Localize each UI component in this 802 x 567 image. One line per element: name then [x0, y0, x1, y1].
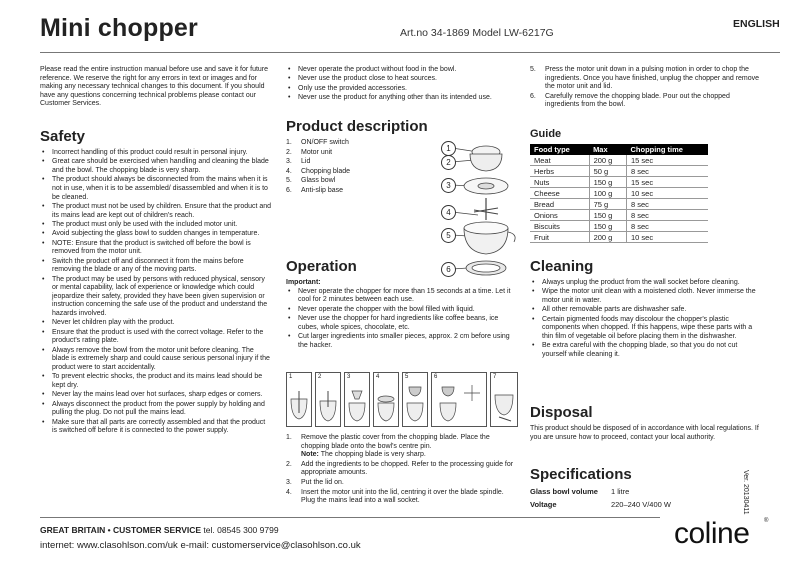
step-note-label: Note:: [301, 451, 319, 459]
callout-1: 1: [441, 141, 456, 156]
cleaning-section: [530, 258, 762, 360]
step-image-5: [402, 372, 428, 427]
operation-step: [286, 460, 518, 478]
safety-item: • The product must only be used with the included motor unit.: [52, 221, 272, 230]
guide-row: [530, 155, 708, 166]
intro-text: Please read the entire instruction manual before use and save it for future reference. We reserve the right for any errors in text or images and for making any necessary technical changes to this document. If you should have any questions concerning technical problems please contact our Customer Services.: [40, 66, 269, 108]
version-label: Ver. 20130411: [742, 470, 749, 515]
general-safety-list: [286, 66, 518, 103]
guide-cell: Nuts: [530, 177, 589, 188]
part-number: 5.: [286, 177, 292, 185]
page-title: Mini chopper: [40, 14, 198, 42]
step-text: Remove the plastic cover from the chopping blade. Place the chopping blade onto the bowl's centre pin.: [301, 434, 490, 450]
step-image-label: 1: [289, 374, 293, 380]
operation-step: [286, 488, 518, 506]
guide-cell: Fruit: [530, 232, 589, 243]
guide-cell: 50 g: [589, 166, 626, 177]
footer-divider: [40, 517, 660, 518]
step-image-label: 4: [376, 374, 380, 380]
step-text: Add the ingredients to be chopped. Refer to the processing guide for appropriate amounts.: [301, 460, 514, 477]
header-divider: [40, 52, 780, 53]
guide-cell: Herbs: [530, 166, 589, 177]
steps-1-4: [286, 434, 518, 507]
safety-item: • Never use the product close to heat sources.: [298, 75, 518, 84]
part-number: 6.: [286, 186, 292, 194]
cleaning-item: • All other removable parts are dishwasher safe.: [542, 306, 762, 315]
cleaning-item: • Wipe the motor unit clean with a moistened cloth. Never immerse the motor unit in water.: [542, 288, 762, 305]
cleaning-item: • Always unplug the product from the wall socket before cleaning.: [542, 279, 762, 288]
important-list: [286, 288, 518, 351]
guide-cell: Meat: [530, 155, 589, 166]
specifications-section: [530, 466, 730, 510]
operation-step: [530, 92, 762, 110]
step-image-label: 2: [318, 374, 322, 380]
guide-column-header: Chopping time: [626, 144, 708, 155]
guide-row: [530, 199, 708, 210]
guide-row: [530, 166, 708, 177]
operation-heading: Operation: [286, 258, 357, 275]
part-number: 3.: [286, 158, 292, 166]
step-number: 3.: [286, 478, 292, 486]
callout-3: 3: [441, 178, 456, 193]
cleaning-item: • Certain pigmented foods may discolour the chopper's plastic components when chopped. If this happens, wipe these parts with a thin film of vegetable oil before placing them in the dishwasher.: [542, 316, 762, 342]
safety-item: • Only use the provided accessories.: [298, 85, 518, 94]
guide-cell: 150 g: [589, 177, 626, 188]
step-number: 2.: [286, 460, 292, 468]
guide-column-header: Food type: [530, 144, 589, 155]
safety-item: • The product must not be used by children. Ensure that the product and its mains lead are kept out of children's reach.: [52, 203, 272, 220]
important-item: • Never operate the chopper for more than 15 seconds at a time. Let it cool for 2 minutes between each use.: [298, 288, 518, 305]
step-number: 1.: [286, 434, 292, 441]
step-image-label: 7: [493, 374, 497, 380]
operation-step: [286, 434, 518, 460]
step-note: The chopping blade is very sharp.: [320, 451, 426, 459]
step-image-label: 3: [347, 374, 351, 380]
step-illustrations: [286, 372, 518, 427]
step-text: Press the motor unit down in a pulsing motion in order to chop the ingredients. Once you have finished, unplug the chopper and remove the motor unit and lid.: [545, 66, 760, 91]
spec-value: 220–240 V/400 W: [610, 500, 671, 509]
safety-item: • To prevent electric shocks, the product and its mains lead should be kept dry.: [52, 373, 272, 390]
step-image-3: [344, 372, 370, 427]
cleaning-item: • Be extra careful with the chopping blade, so that you do not cut yourself while cleaning it.: [542, 342, 762, 359]
safety-item: • Never use the product for anything other than its intended use.: [298, 94, 518, 103]
guide-cell: 150 g: [589, 210, 626, 221]
part-number: 2.: [286, 148, 292, 156]
part-name: Anti-slip base: [301, 186, 344, 194]
product-description-heading: Product description: [286, 118, 428, 135]
disposal-section: [530, 404, 762, 442]
operation-steps-b: [530, 66, 762, 110]
safety-item: • Switch the product off and disconnect it from the mains before removing the blade or any of the moving parts.: [52, 258, 272, 275]
safety-item: • Great care should be exercised when handling and cleaning the blade and the bowl. The chopping blade is very sharp.: [52, 158, 272, 175]
safety-list: [40, 149, 272, 436]
specifications-heading: Specifications: [530, 466, 632, 483]
step-image-label: 6: [434, 374, 438, 380]
col2-top: [286, 66, 518, 104]
step-image-6: [431, 372, 487, 427]
safety-item: • Never lay the mains lead over hot surfaces, sharp edges or corners.: [52, 391, 272, 400]
part-name: Chopping blade: [301, 167, 351, 175]
callout-4: 4: [441, 205, 456, 220]
spec-row: [530, 497, 672, 510]
callout-5: 5: [441, 228, 456, 243]
customer-service-tel: tel. 08545 300 9799: [203, 525, 279, 535]
guide-cell: 15 sec: [626, 155, 708, 166]
spec-value: 1 litre: [610, 487, 630, 496]
guide-table: [530, 144, 708, 243]
safety-item: • The product may be used by persons with reduced physical, sensory or mental capability, lack of experience or knowledge which could jeopardize their safety, provided they have been given supervision or instruction concerning the safe use of the product and understand the hazards involved.: [52, 276, 272, 319]
customer-service-label: GREAT BRITAIN • CUSTOMER SERVICE: [40, 525, 202, 535]
operation-section: [286, 258, 518, 351]
guide-cell: 200 g: [589, 155, 626, 166]
disposal-heading: Disposal: [530, 404, 593, 421]
step-image-4: [373, 372, 399, 427]
guide-heading: Guide: [530, 128, 562, 140]
important-label: Important:: [286, 279, 321, 286]
callout-2: 2: [441, 155, 456, 170]
operation-step: [286, 478, 518, 488]
step-image-7: [490, 372, 518, 427]
motor-unit-illustration: [470, 154, 502, 171]
operation-steps-a: [286, 434, 518, 506]
guide-cell: Onions: [530, 210, 589, 221]
guide-cell: 15 sec: [626, 177, 708, 188]
guide-cell: 8 sec: [626, 221, 708, 232]
article-number: Art.no 34-1869 Model LW-6217G: [400, 27, 554, 39]
spec-row: [530, 486, 672, 497]
step-image-2: [315, 372, 341, 427]
part-name: ON/OFF switch: [301, 139, 349, 146]
safety-item: • The product should always be disconnected from the mains when it is not in use, when it is to be assembled/ disassembled and when it is to be cleaned.: [52, 176, 272, 202]
brand-logo: coline: [674, 517, 750, 550]
part-name: Motor unit: [301, 148, 333, 156]
contact-line: internet: www.clasohlson.com/uk e-mail: customerservice@clasohlson.co.uk: [40, 540, 361, 551]
part-number: 1.: [286, 139, 292, 146]
guide-cell: 8 sec: [626, 166, 708, 177]
guide-row: [530, 232, 708, 243]
customer-service: [40, 525, 279, 535]
important-item: • Cut larger ingredients into smaller pieces, approx. 2 cm before using the hacker.: [298, 333, 518, 350]
step-text: Put the lid on.: [301, 478, 344, 486]
guide-cell: 8 sec: [626, 210, 708, 221]
guide-section: [530, 128, 710, 243]
safety-item: • Ensure that the product is used with the correct voltage. Refer to the product's rating plate.: [52, 329, 272, 346]
step-number: 4.: [286, 488, 292, 496]
guide-cell: 75 g: [589, 199, 626, 210]
guide-row: [530, 221, 708, 232]
guide-cell: 8 sec: [626, 199, 708, 210]
spec-label: Glass bowl volume: [530, 487, 598, 496]
guide-cell: 100 g: [589, 188, 626, 199]
safety-item: • Make sure that all parts are correctly assembled and that the product is switched off before it is connected to the power supply.: [52, 419, 272, 436]
safety-item: • Never operate the product without food in the bowl.: [298, 66, 518, 75]
guide-cell: 200 g: [589, 232, 626, 243]
step-text: Insert the motor unit into the lid, centring it over the blade spindle. Plug the mains lead into a wall socket.: [301, 488, 504, 505]
safety-section: [40, 128, 272, 437]
cleaning-list: [530, 279, 762, 360]
operation-step: [530, 66, 762, 92]
step-text: Carefully remove the chopping blade. Pour out the chopped ingredients from the bowl.: [545, 92, 730, 109]
safety-item: • Always remove the bowl from the motor unit before cleaning. The blade is extremely sharp and could cause serious personal injury if the product were to start accidentally.: [52, 347, 272, 373]
guide-row: [530, 177, 708, 188]
spec-label: Voltage: [530, 500, 557, 509]
guide-cell: Bread: [530, 199, 589, 210]
part-name: Lid: [301, 158, 311, 166]
part-name: Glass bowl: [301, 177, 336, 185]
safety-item: • Never let children play with the product.: [52, 319, 272, 328]
part-number: 4.: [286, 167, 292, 175]
guide-column-header: Max: [589, 144, 626, 155]
guide-cell: Biscuits: [530, 221, 589, 232]
spec-table: [530, 486, 672, 510]
guide-cell: Cheese: [530, 188, 589, 199]
registered-mark: ®: [764, 518, 769, 524]
safety-item: • Avoid subjecting the glass bowl to sudden changes in temperature.: [52, 230, 272, 239]
safety-item: • Incorrect handling of this product could result in personal injury.: [52, 149, 272, 158]
step-image-1: [286, 372, 312, 427]
guide-row: [530, 188, 708, 199]
safety-heading: Safety: [40, 128, 86, 145]
disposal-text: This product should be disposed of in accordance with local regulations. If you are unsure how to proceed, contact your local authority.: [530, 425, 759, 441]
important-item: • Never use the chopper for hard ingredients like coffee beans, ice cubes, whole spices, chocolate, etc.: [298, 315, 518, 332]
guide-row: [530, 210, 708, 221]
guide-cell: 150 g: [589, 221, 626, 232]
safety-item: • Always disconnect the product from the power supply by holding and pulling the plug. Do not pull the mains lead.: [52, 401, 272, 418]
safety-item: • NOTE: Ensure that the product is switched off before the bowl is removed from the motor unit.: [52, 240, 272, 257]
important-item: • Never operate the chopper with the bowl filled with liquid.: [298, 306, 518, 315]
step-image-label: 5: [405, 374, 409, 380]
guide-cell: 10 sec: [626, 232, 708, 243]
guide-cell: 10 sec: [626, 188, 708, 199]
step-number: 6.: [530, 92, 536, 100]
language-label: ENGLISH: [733, 18, 780, 30]
steps-5-6: [530, 66, 762, 111]
step-number: 5.: [530, 66, 536, 73]
cleaning-heading: Cleaning: [530, 258, 594, 275]
callout-6: 6: [441, 262, 456, 277]
